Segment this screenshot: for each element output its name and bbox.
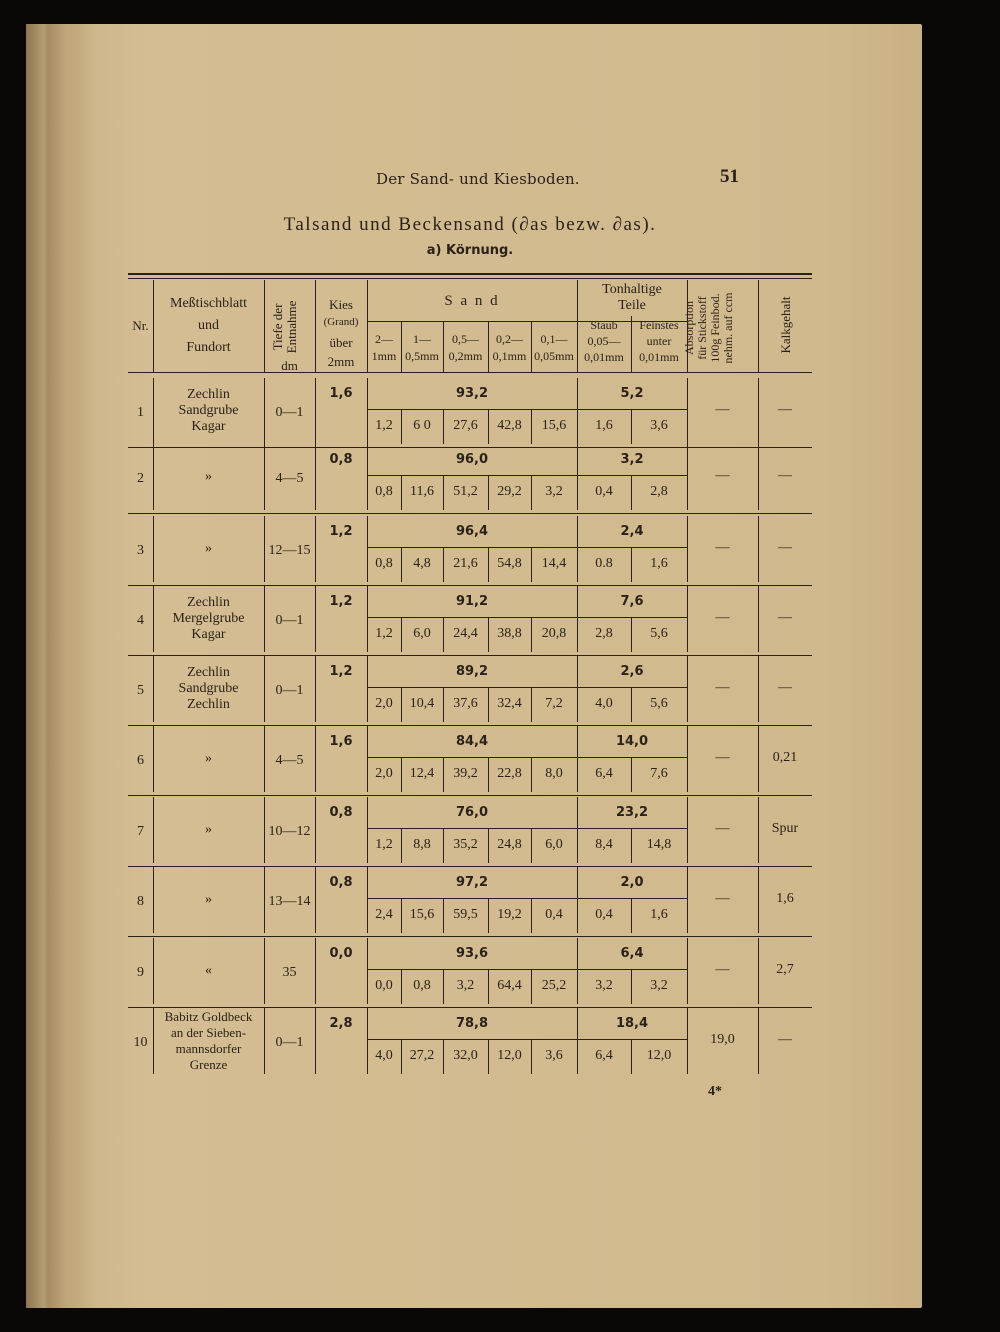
row-ton-value: 6,4 (595, 1048, 613, 1063)
row-total-rule (367, 475, 687, 476)
row-nr: 5 (137, 683, 144, 698)
row-ton-value: 3,2 (595, 978, 613, 993)
row-separator-rule (128, 447, 812, 448)
row-sand-value: 3,2 (545, 484, 563, 499)
row-sand-value: 37,6 (453, 696, 478, 711)
row-ton-total: 14,0 (615, 734, 649, 749)
row-sand-total: 91,2 (455, 594, 489, 609)
row-ton-value: 0,4 (595, 907, 613, 922)
row-ton-value: 8,4 (595, 837, 613, 852)
row-sand-value: 2,0 (375, 766, 393, 781)
row-sand-value: 15,6 (409, 907, 435, 922)
table-top-rule (128, 273, 812, 275)
row-fundort: Grenze (189, 1057, 228, 1072)
row-total-rule (367, 969, 687, 970)
row-nr: 10 (133, 1035, 148, 1050)
row-sand-value: 59,5 (453, 907, 478, 922)
row-fundort: an der Sieben- (170, 1025, 247, 1040)
row-absorption: — (715, 540, 730, 555)
row-absorption: — (715, 891, 730, 906)
row-ton-value: 7,6 (650, 766, 668, 781)
page-gutter-shadow (26, 24, 96, 1308)
row-sand-value: 14,4 (541, 556, 567, 571)
row-sand-value: 4,0 (375, 1048, 393, 1063)
row-sand-value: 54,8 (497, 556, 522, 571)
row-sand-value: 19,2 (497, 907, 522, 922)
row-ton-total: 23,2 (615, 805, 649, 820)
row-absorption: — (715, 750, 730, 765)
row-absorption: 19,0 (710, 1032, 735, 1047)
row-ton-total: 2,0 (620, 875, 644, 890)
row-ton-total: 3,2 (620, 452, 644, 467)
row-sand-value: 21,6 (453, 556, 478, 571)
row-ton-value: 12,0 (646, 1048, 672, 1063)
row-sand-total: 93,2 (455, 386, 489, 401)
row-kalk: — (778, 610, 792, 625)
row-sand-value: 29,2 (497, 484, 522, 499)
row-separator-rule (128, 936, 812, 937)
row-ton-value: 6,4 (595, 766, 613, 781)
row-sand-value: 6,0 (545, 837, 563, 852)
row-kalk: 0,21 (772, 750, 798, 765)
row-ton-value: 1,6 (650, 907, 668, 922)
row-kalk: — (778, 680, 792, 695)
header-kies: 2mm (327, 354, 355, 369)
row-fundort: mannsdorfer (175, 1041, 242, 1056)
row-ton-total: 7,6 (620, 594, 644, 609)
row-sand-total: 96,0 (455, 452, 489, 467)
row-ton-value: 4,0 (595, 696, 613, 711)
row-nr: 8 (137, 894, 144, 909)
row-fundort: Kagar (191, 627, 226, 642)
row-sand-value: 1,2 (375, 626, 393, 641)
row-sand-value: 51,2 (453, 484, 478, 499)
row-ton-total: 5,2 (620, 386, 644, 401)
row-separator-rule (128, 795, 812, 796)
row-fundort: » (205, 822, 212, 837)
row-absorption: — (715, 962, 730, 977)
row-sand-value: 3,6 (545, 1048, 563, 1063)
running-head: Der Sand- und Kiesboden. (376, 170, 580, 188)
row-fundort: Zechlin (187, 387, 230, 402)
row-kies: 1,2 (329, 594, 353, 609)
row-separator-rule (128, 655, 812, 656)
header-column-rule (758, 280, 759, 372)
row-absorption: — (715, 610, 730, 625)
header-kies: über (329, 335, 353, 350)
table-title: Talsand und Beckensand (∂as bezw. ∂as). (283, 214, 657, 235)
row-separator-rule (128, 1007, 812, 1008)
header-fundort: Fundort (186, 340, 231, 355)
header-sand-col: 0,2— (496, 332, 523, 346)
row-sand-value: 12,0 (497, 1048, 522, 1063)
row-kies: 0,0 (329, 946, 353, 961)
row-sand-value: 4,8 (413, 556, 431, 571)
row-total-rule (367, 898, 687, 899)
row-tiefe: 0—1 (275, 683, 304, 698)
row-sand-value: 10,4 (409, 696, 435, 711)
row-absorption: — (715, 680, 730, 695)
row-sand-value: 0,8 (375, 484, 393, 499)
header-ton-col: Feinstes (639, 318, 679, 332)
header-fundort: Meßtischblatt (170, 296, 247, 311)
row-sand-value: 25,2 (541, 978, 567, 993)
header-sand-col-unit: 0,05mm (534, 349, 574, 363)
row-kies: 1,6 (329, 386, 353, 401)
row-sand-value: 35,2 (453, 837, 478, 852)
row-sand-value: 1,2 (375, 418, 393, 433)
row-kies: 0,8 (329, 875, 353, 890)
page-number: 51 (720, 166, 739, 187)
header-kalk: Kalkgehalt (778, 296, 793, 354)
row-tiefe: 0—1 (275, 1035, 304, 1050)
row-ton-total: 6,4 (620, 946, 644, 961)
row-kalk: — (778, 1032, 792, 1047)
row-sand-value: 3,2 (456, 978, 475, 993)
row-fundort: Sandgrube (178, 403, 239, 418)
row-sand-value: 6 0 (413, 418, 431, 433)
row-separator-rule (128, 725, 812, 726)
row-fundort: » (205, 469, 212, 484)
row-ton-total: 2,6 (620, 664, 644, 679)
row-sand-total: 76,0 (455, 805, 489, 820)
row-tiefe: 4—5 (275, 753, 304, 768)
header-absorption: Absorption für Stickstoff 100g Feinbod. nehm. auf ccm (682, 292, 735, 364)
row-ton-value: 5,6 (650, 626, 668, 641)
header-sand-col: 1— (413, 332, 431, 346)
row-ton-value: 3,2 (650, 978, 668, 993)
row-absorption: — (715, 821, 730, 836)
row-sand-value: 38,8 (497, 626, 522, 641)
row-ton-total: 18,4 (615, 1016, 649, 1031)
row-ton-value: 3,6 (650, 418, 668, 433)
row-sand-value: 0,8 (413, 978, 431, 993)
row-nr: 2 (137, 471, 144, 486)
row-sand-total: 78,8 (455, 1016, 489, 1031)
row-ton-value: 0.8 (595, 556, 613, 571)
row-kies: 0,8 (329, 452, 353, 467)
row-separator-rule (128, 585, 812, 586)
row-total-rule (367, 757, 687, 758)
row-fundort: Kagar (191, 419, 226, 434)
row-tiefe: 4—5 (275, 471, 304, 486)
row-ton-value: 1,6 (650, 556, 668, 571)
header-ton-col: Staub (590, 318, 618, 332)
row-kies: 2,8 (329, 1016, 353, 1031)
row-kalk: 2,7 (776, 962, 794, 977)
row-sand-value: 22,8 (497, 766, 522, 781)
header-ton-col: unter (646, 334, 672, 348)
row-total-rule (367, 547, 687, 548)
row-nr: 9 (137, 965, 144, 980)
header-sand-col: 0,5— (452, 332, 479, 346)
row-total-rule (367, 828, 687, 829)
row-sand-value: 7,2 (545, 696, 563, 711)
row-sand-value: 8,0 (545, 766, 563, 781)
row-fundort: Sandgrube (178, 681, 239, 696)
row-sand-total: 84,4 (455, 734, 489, 749)
row-kalk: Spur (771, 821, 799, 836)
row-sand-value: 32,0 (453, 1048, 478, 1063)
row-sand-value: 0,0 (375, 978, 393, 993)
row-fundort: Babitz Goldbeck (164, 1009, 253, 1024)
row-separator-rule (128, 513, 812, 514)
row-ton-value: 2,8 (650, 484, 668, 499)
row-fundort: « (205, 963, 212, 978)
row-ton-value: 14,8 (646, 837, 672, 852)
row-sand-total: 96,4 (455, 524, 489, 539)
row-tiefe: 13—14 (268, 894, 311, 909)
row-tiefe: 0—1 (275, 405, 304, 420)
row-sand-value: 0,4 (545, 907, 563, 922)
row-sand-value: 8,8 (413, 837, 431, 852)
row-total-rule (367, 687, 687, 688)
row-sand-total: 89,2 (455, 664, 489, 679)
header-ton: Tonhaltige (602, 282, 662, 297)
row-sand-value: 27,2 (409, 1048, 435, 1063)
row-sand-value: 6,0 (413, 626, 431, 641)
row-fundort: Zechlin (187, 665, 230, 680)
row-absorption: — (715, 402, 730, 417)
row-total-rule (367, 1039, 687, 1040)
row-fundort: Zechlin (187, 697, 230, 712)
row-sand-value: 15,6 (541, 418, 567, 433)
row-tiefe: 10—12 (268, 824, 311, 839)
row-sand-value: 12,4 (409, 766, 435, 781)
header-sand-col-unit: 0,1mm (492, 349, 527, 363)
header-ton: Teile (618, 298, 646, 313)
row-sand-value: 11,6 (410, 484, 434, 499)
row-ton-value: 0,4 (595, 484, 613, 499)
header-fundort: und (198, 318, 219, 333)
row-sand-value: 64,4 (497, 978, 522, 993)
row-sand-value: 24,4 (453, 626, 478, 641)
row-nr: 4 (137, 613, 144, 628)
row-tiefe: 0—1 (275, 613, 304, 628)
row-sand-value: 2,4 (375, 907, 393, 922)
row-ton-value: 5,6 (650, 696, 668, 711)
row-ton-value: 2,8 (595, 626, 613, 641)
row-kies: 1,2 (329, 524, 353, 539)
header-tiefe: Tiefe der Entnahme (270, 300, 299, 354)
row-ton-value: 1,6 (595, 418, 613, 433)
row-sand-total: 93,6 (455, 946, 489, 961)
header-ton-col: 0,01mm (639, 350, 679, 364)
row-kalk: — (778, 402, 792, 417)
row-sand-value: 32,4 (497, 696, 522, 711)
row-kalk: — (778, 540, 792, 555)
row-nr: 7 (137, 824, 144, 839)
row-sand-value: 39,2 (453, 766, 478, 781)
header-sand-col: 2— (375, 332, 393, 346)
row-separator-rule (128, 866, 812, 867)
row-sand-total: 97,2 (455, 875, 489, 890)
row-fundort: » (205, 751, 212, 766)
row-kies: 1,2 (329, 664, 353, 679)
row-ton-total: 2,4 (620, 524, 644, 539)
row-absorption: — (715, 468, 730, 483)
row-fundort: Mergelgrube (172, 611, 245, 626)
row-sand-value: 27,6 (453, 418, 478, 433)
header-sand-col-unit: 0,2mm (448, 349, 483, 363)
row-fundort: Zechlin (187, 595, 230, 610)
header-tiefe-unit: dm (281, 358, 298, 373)
row-sand-value: 0,8 (375, 556, 393, 571)
row-nr: 6 (137, 753, 144, 768)
row-kalk: 1,6 (776, 891, 794, 906)
row-tiefe: 12—15 (268, 543, 311, 558)
row-nr: 1 (137, 405, 144, 420)
header-sand-col: 0,1— (540, 332, 568, 346)
header-kies: (Grand) (323, 316, 359, 328)
row-sand-value: 20,8 (541, 626, 567, 641)
row-fundort: » (205, 892, 212, 907)
row-total-rule (367, 617, 687, 618)
row-kies: 1,6 (329, 734, 353, 749)
row-kies: 0,8 (329, 805, 353, 820)
header-nr: Nr. (132, 318, 149, 333)
header-sand: S a n d (444, 293, 500, 309)
header-ton-col: 0,01mm (584, 350, 624, 364)
header-sand-col-unit: 0,5mm (405, 349, 439, 363)
table-subtitle: a) Körnung. (426, 243, 514, 258)
header-ton-col: 0,05— (587, 334, 621, 348)
row-sand-value: 1,2 (375, 837, 393, 852)
row-sand-value: 24,8 (497, 837, 522, 852)
row-tiefe: 35 (282, 965, 297, 980)
signature-mark: 4* (708, 1084, 722, 1099)
row-sand-value: 2,0 (375, 696, 393, 711)
row-nr: 3 (137, 543, 144, 558)
row-total-rule (367, 409, 687, 410)
row-fundort: » (205, 541, 212, 556)
row-kalk: — (778, 468, 792, 483)
header-sand-col-unit: 1mm (371, 349, 397, 363)
row-sand-value: 42,8 (497, 418, 522, 433)
header-kies: Kies (329, 297, 353, 312)
